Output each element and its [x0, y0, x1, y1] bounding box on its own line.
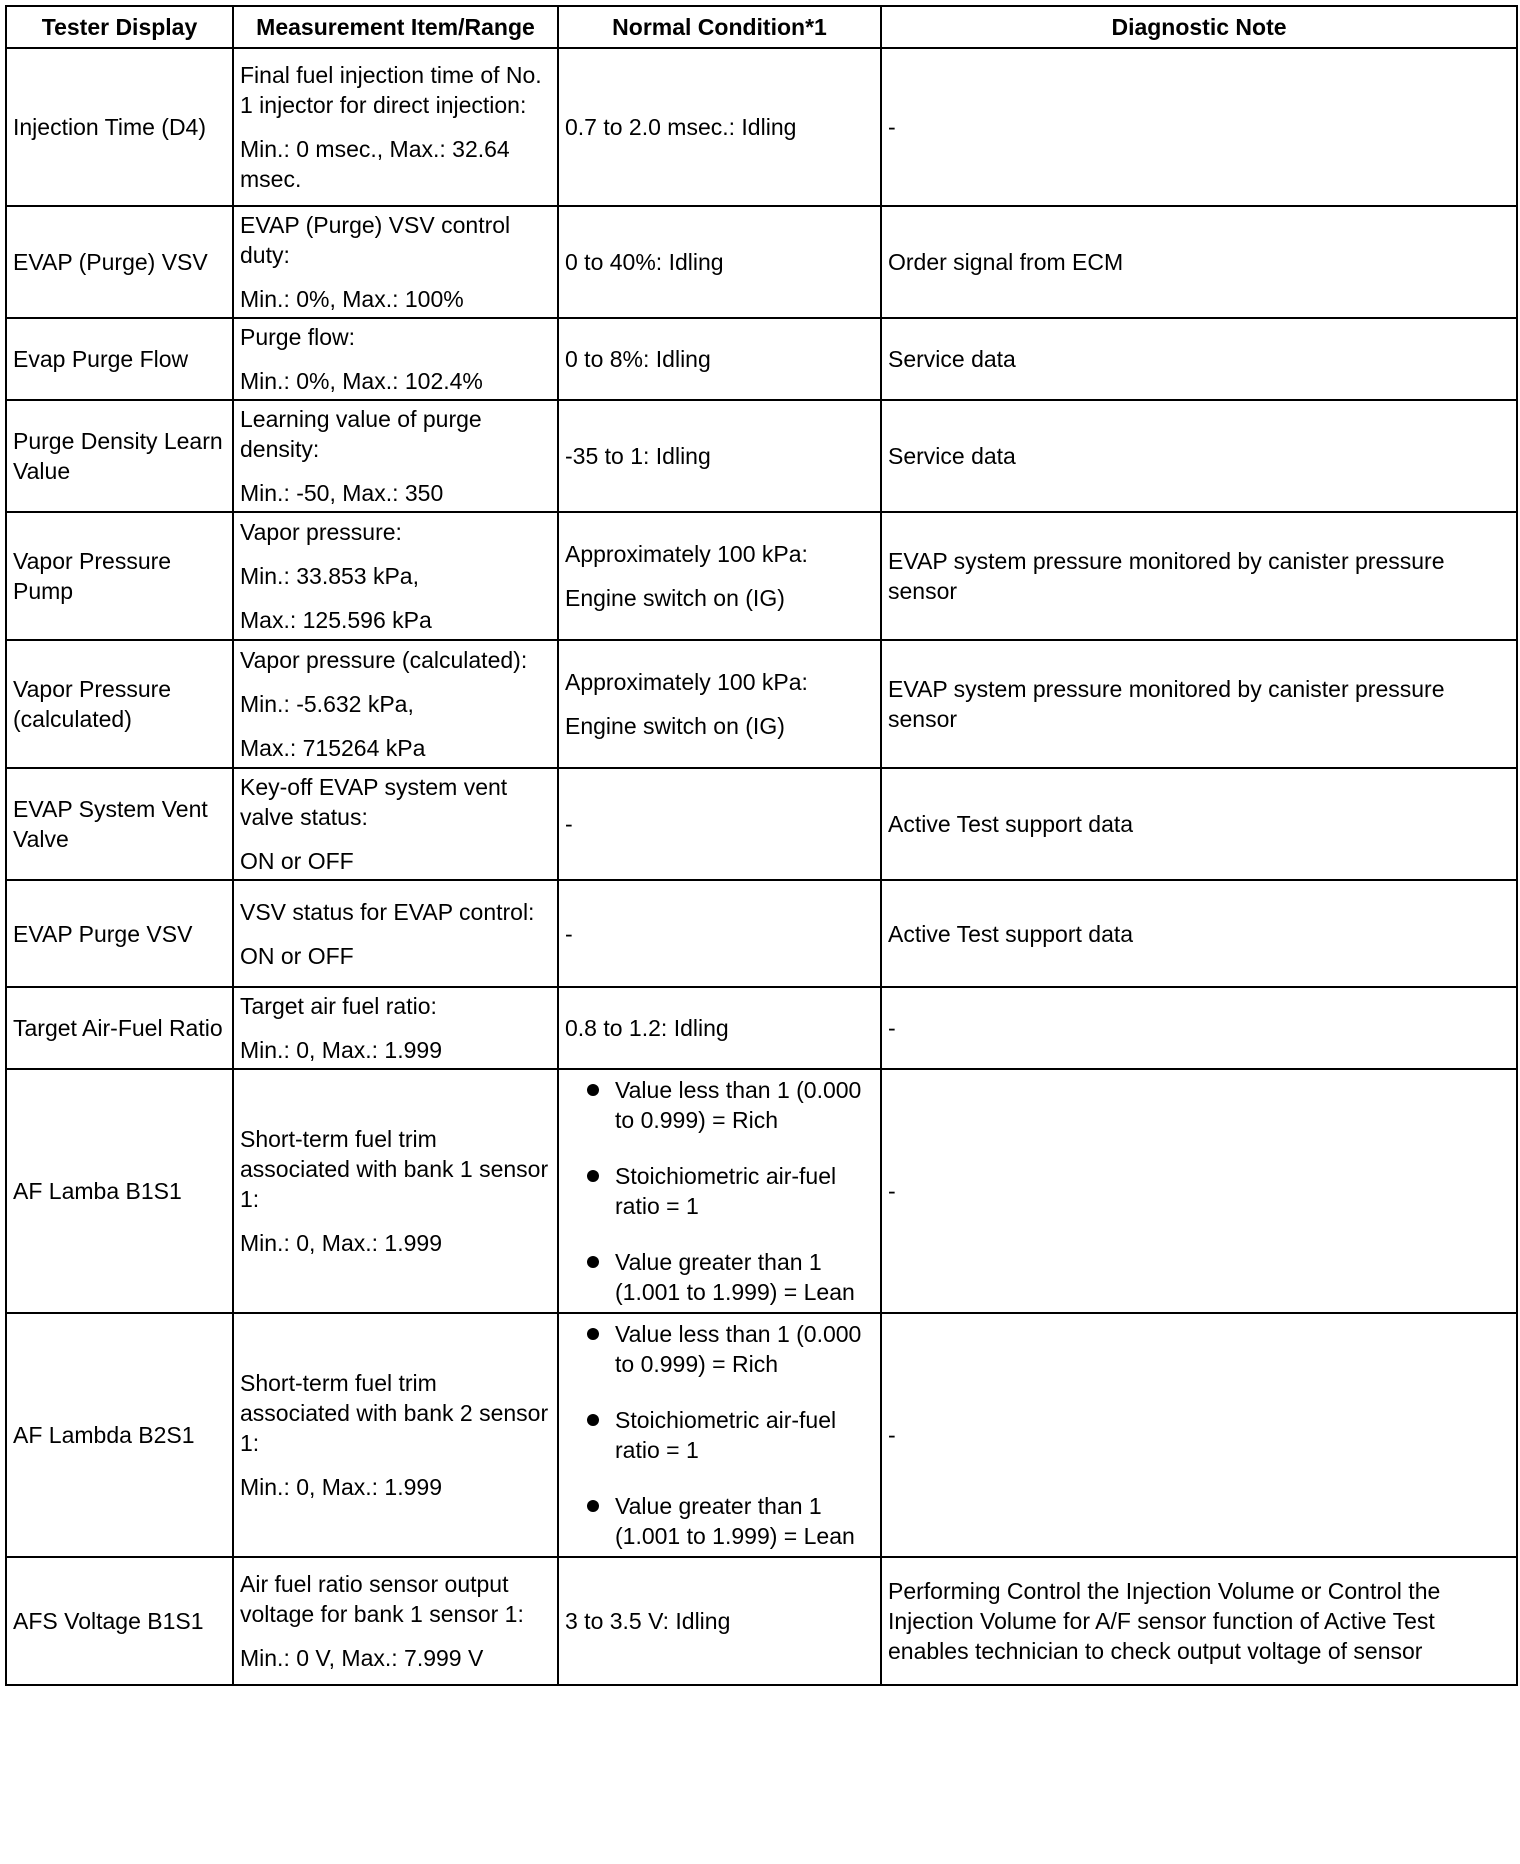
diagnostic-note-text: -	[888, 1015, 896, 1041]
condition-cell	[558, 206, 881, 318]
header-tester-display: Tester Display	[6, 6, 233, 48]
list-item	[565, 1161, 874, 1221]
diagnostic-note-cell	[881, 987, 1517, 1069]
diagnostic-note-cell	[881, 880, 1517, 987]
tester-display-text: Vapor Pressure (calculated)	[13, 676, 172, 732]
measurement-range-min: Min.: -5.632 kPa,	[240, 691, 414, 717]
table-row	[6, 512, 1517, 640]
measurement-text: Learning value of purge density:	[240, 406, 482, 462]
list-item	[565, 1319, 874, 1379]
condition-cell	[558, 318, 881, 400]
tester-display-cell	[6, 48, 233, 206]
table-row	[6, 640, 1517, 768]
condition-text: Engine switch on (IG)	[565, 713, 785, 739]
header-measurement-item: Measurement Item/Range	[233, 6, 558, 48]
measurement-text: Short-term fuel trim associated with bank 1 sensor 1:	[240, 1126, 549, 1212]
measurement-range: ON or OFF	[240, 942, 354, 969]
measurement-range: Min.: 0, Max.: 1.999	[240, 1037, 442, 1063]
diagnostic-note-text: -	[888, 1178, 896, 1204]
tester-display-text: Injection Time (D4)	[13, 114, 207, 140]
diagnostic-note-cell	[881, 48, 1517, 206]
diagnostic-note-cell	[881, 768, 1517, 880]
condition-cell	[558, 1069, 881, 1313]
diagnostic-note-cell	[881, 318, 1517, 400]
table-row	[6, 1313, 1517, 1557]
diagnostic-note-cell	[881, 1557, 1517, 1685]
bullet-text: Stoichiometric air-fuel ratio = 1	[615, 1163, 837, 1219]
bullet-text: Stoichiometric air-fuel ratio = 1	[615, 1407, 837, 1463]
diagnostic-note-cell	[881, 1313, 1517, 1557]
condition-cell	[558, 400, 881, 512]
measurement-cell	[233, 206, 558, 318]
list-item	[565, 1491, 874, 1551]
tester-display-text: AF Lamba B1S1	[13, 1178, 182, 1204]
tester-display-text: Purge Density Learn Value	[13, 428, 223, 484]
bullet-text: Value greater than 1 (1.001 to 1.999) = Lean	[615, 1493, 855, 1549]
condition-cell	[558, 768, 881, 880]
tester-display-text: AFS Voltage B1S1	[13, 1608, 204, 1634]
tester-display-text: EVAP System Vent Valve	[13, 796, 208, 852]
header-diagnostic-note: Diagnostic Note	[881, 6, 1517, 48]
diagnostic-note-text: Service data	[888, 443, 1016, 469]
tester-display-text: EVAP Purge VSV	[13, 920, 193, 947]
diagnostic-note-text: Active Test support data	[888, 920, 1134, 947]
list-item	[565, 1247, 874, 1307]
condition-text: -	[565, 811, 573, 837]
table-row	[6, 48, 1517, 206]
diagnostic-note-text: -	[888, 1422, 896, 1448]
measurement-cell	[233, 1557, 558, 1685]
measurement-cell	[233, 512, 558, 640]
diagnostic-note-text: Order signal from ECM	[888, 249, 1124, 275]
table-header	[6, 6, 1517, 48]
bullet-icon	[587, 1500, 599, 1512]
condition-text: -35 to 1: Idling	[565, 443, 711, 469]
measurement-text: Short-term fuel trim associated with bank 2 sensor 1:	[240, 1370, 549, 1456]
condition-text: 0.7 to 2.0 msec.: Idling	[565, 114, 797, 140]
measurement-range: Min.: 0, Max.: 1.999	[240, 1230, 442, 1256]
condition-text: 0.8 to 1.2: Idling	[565, 1015, 729, 1041]
diagnostic-note-text: -	[888, 114, 896, 140]
table-row	[6, 318, 1517, 400]
tester-display-cell	[6, 1069, 233, 1313]
condition-text: Approximately 100 kPa:	[565, 669, 808, 695]
list-item	[565, 1075, 874, 1135]
tester-display-cell	[6, 318, 233, 400]
bullet-icon	[587, 1084, 599, 1096]
condition-cell	[558, 48, 881, 206]
measurement-text: Purge flow:	[240, 324, 356, 350]
measurement-range: Min.: 0%, Max.: 102.4%	[240, 368, 483, 394]
measurement-cell	[233, 880, 558, 987]
table-row	[6, 1557, 1517, 1685]
measurement-range: Min.: 0 msec., Max.: 32.64 msec.	[240, 136, 510, 192]
bullet-icon	[587, 1256, 599, 1268]
measurement-text: Vapor pressure:	[240, 519, 402, 545]
condition-bullet-list	[565, 1075, 874, 1307]
condition-cell	[558, 1313, 881, 1557]
table-row	[6, 400, 1517, 512]
list-item	[565, 1405, 874, 1465]
tester-display-cell	[6, 512, 233, 640]
bullet-text: Value greater than 1 (1.001 to 1.999) = Lean	[615, 1249, 855, 1305]
condition-cell	[558, 987, 881, 1069]
measurement-range-max: Max.: 715264 kPa	[240, 735, 426, 761]
diagnostic-note-cell	[881, 1069, 1517, 1313]
bullet-icon	[587, 1414, 599, 1426]
tester-display-text: Target Air-Fuel Ratio	[13, 1015, 223, 1041]
table-row	[6, 987, 1517, 1069]
data-list-table	[5, 5, 1518, 1686]
tester-display-text: EVAP (Purge) VSV	[13, 249, 208, 275]
tester-display-cell	[6, 640, 233, 768]
condition-cell	[558, 512, 881, 640]
diagnostic-note-text: Performing Control the Injection Volume or Control the Injection Volume for A/F sensor function of Active Test enables technician to check output voltage of sensor	[888, 1578, 1441, 1664]
measurement-cell	[233, 987, 558, 1069]
measurement-cell	[233, 640, 558, 768]
measurement-text: Vapor pressure (calculated):	[240, 647, 528, 673]
measurement-text: Key-off EVAP system vent valve status:	[240, 774, 508, 830]
table-body	[6, 48, 1517, 1685]
measurement-cell	[233, 1313, 558, 1557]
tester-display-text: Vapor Pressure Pump	[13, 548, 172, 604]
measurement-text: VSV status for EVAP control:	[240, 898, 535, 925]
tester-display-text: Evap Purge Flow	[13, 346, 189, 372]
measurement-cell	[233, 318, 558, 400]
measurement-range: Min.: -50, Max.: 350	[240, 480, 444, 506]
condition-cell	[558, 880, 881, 987]
tester-display-cell	[6, 400, 233, 512]
header-row	[6, 6, 1517, 48]
diagnostic-note-cell	[881, 206, 1517, 318]
tester-display-cell	[6, 1313, 233, 1557]
condition-bullet-list	[565, 1319, 874, 1551]
diagnostic-note-text: EVAP system pressure monitored by canister pressure sensor	[888, 676, 1445, 732]
tester-display-cell	[6, 880, 233, 987]
measurement-range: Min.: 0 V, Max.: 7.999 V	[240, 1645, 484, 1671]
measurement-text: Target air fuel ratio:	[240, 993, 437, 1019]
diagnostic-note-cell	[881, 400, 1517, 512]
table-row	[6, 206, 1517, 318]
table-row	[6, 768, 1517, 880]
condition-cell	[558, 1557, 881, 1685]
diagnostic-note-text: Active Test support data	[888, 811, 1134, 837]
condition-text: -	[565, 920, 573, 947]
diagnostic-note-cell	[881, 640, 1517, 768]
tester-display-cell	[6, 1557, 233, 1685]
measurement-cell	[233, 1069, 558, 1313]
bullet-text: Value less than 1 (0.000 to 0.999) = Rich	[615, 1077, 862, 1133]
measurement-range: ON or OFF	[240, 848, 354, 874]
measurement-text: Air fuel ratio sensor output voltage for bank 1 sensor 1:	[240, 1571, 524, 1627]
condition-text: Approximately 100 kPa:	[565, 541, 808, 567]
table-row	[6, 880, 1517, 987]
measurement-cell	[233, 768, 558, 880]
tester-display-text: AF Lambda B2S1	[13, 1422, 195, 1448]
measurement-range-min: Min.: 33.853 kPa,	[240, 563, 419, 589]
tester-display-cell	[6, 768, 233, 880]
tester-display-cell	[6, 206, 233, 318]
condition-text: Engine switch on (IG)	[565, 585, 785, 611]
diagnostic-note-text: Service data	[888, 346, 1016, 372]
bullet-icon	[587, 1170, 599, 1182]
measurement-range: Min.: 0, Max.: 1.999	[240, 1474, 442, 1500]
measurement-text: EVAP (Purge) VSV control duty:	[240, 212, 511, 268]
measurement-range: Min.: 0%, Max.: 100%	[240, 286, 464, 312]
diagnostic-note-text: EVAP system pressure monitored by canister pressure sensor	[888, 548, 1445, 604]
condition-text: 0 to 8%: Idling	[565, 346, 711, 372]
measurement-range-max: Max.: 125.596 kPa	[240, 607, 432, 633]
table-row	[6, 1069, 1517, 1313]
bullet-text: Value less than 1 (0.000 to 0.999) = Rich	[615, 1321, 862, 1377]
tester-display-cell	[6, 987, 233, 1069]
condition-text: 3 to 3.5 V: Idling	[565, 1608, 731, 1634]
measurement-cell	[233, 400, 558, 512]
measurement-cell	[233, 48, 558, 206]
condition-text: 0 to 40%: Idling	[565, 249, 724, 275]
condition-cell	[558, 640, 881, 768]
header-normal-condition: Normal Condition*1	[558, 6, 881, 48]
bullet-icon	[587, 1328, 599, 1340]
measurement-text: Final fuel injection time of No. 1 injector for direct injection:	[240, 62, 542, 118]
diagnostic-note-cell	[881, 512, 1517, 640]
